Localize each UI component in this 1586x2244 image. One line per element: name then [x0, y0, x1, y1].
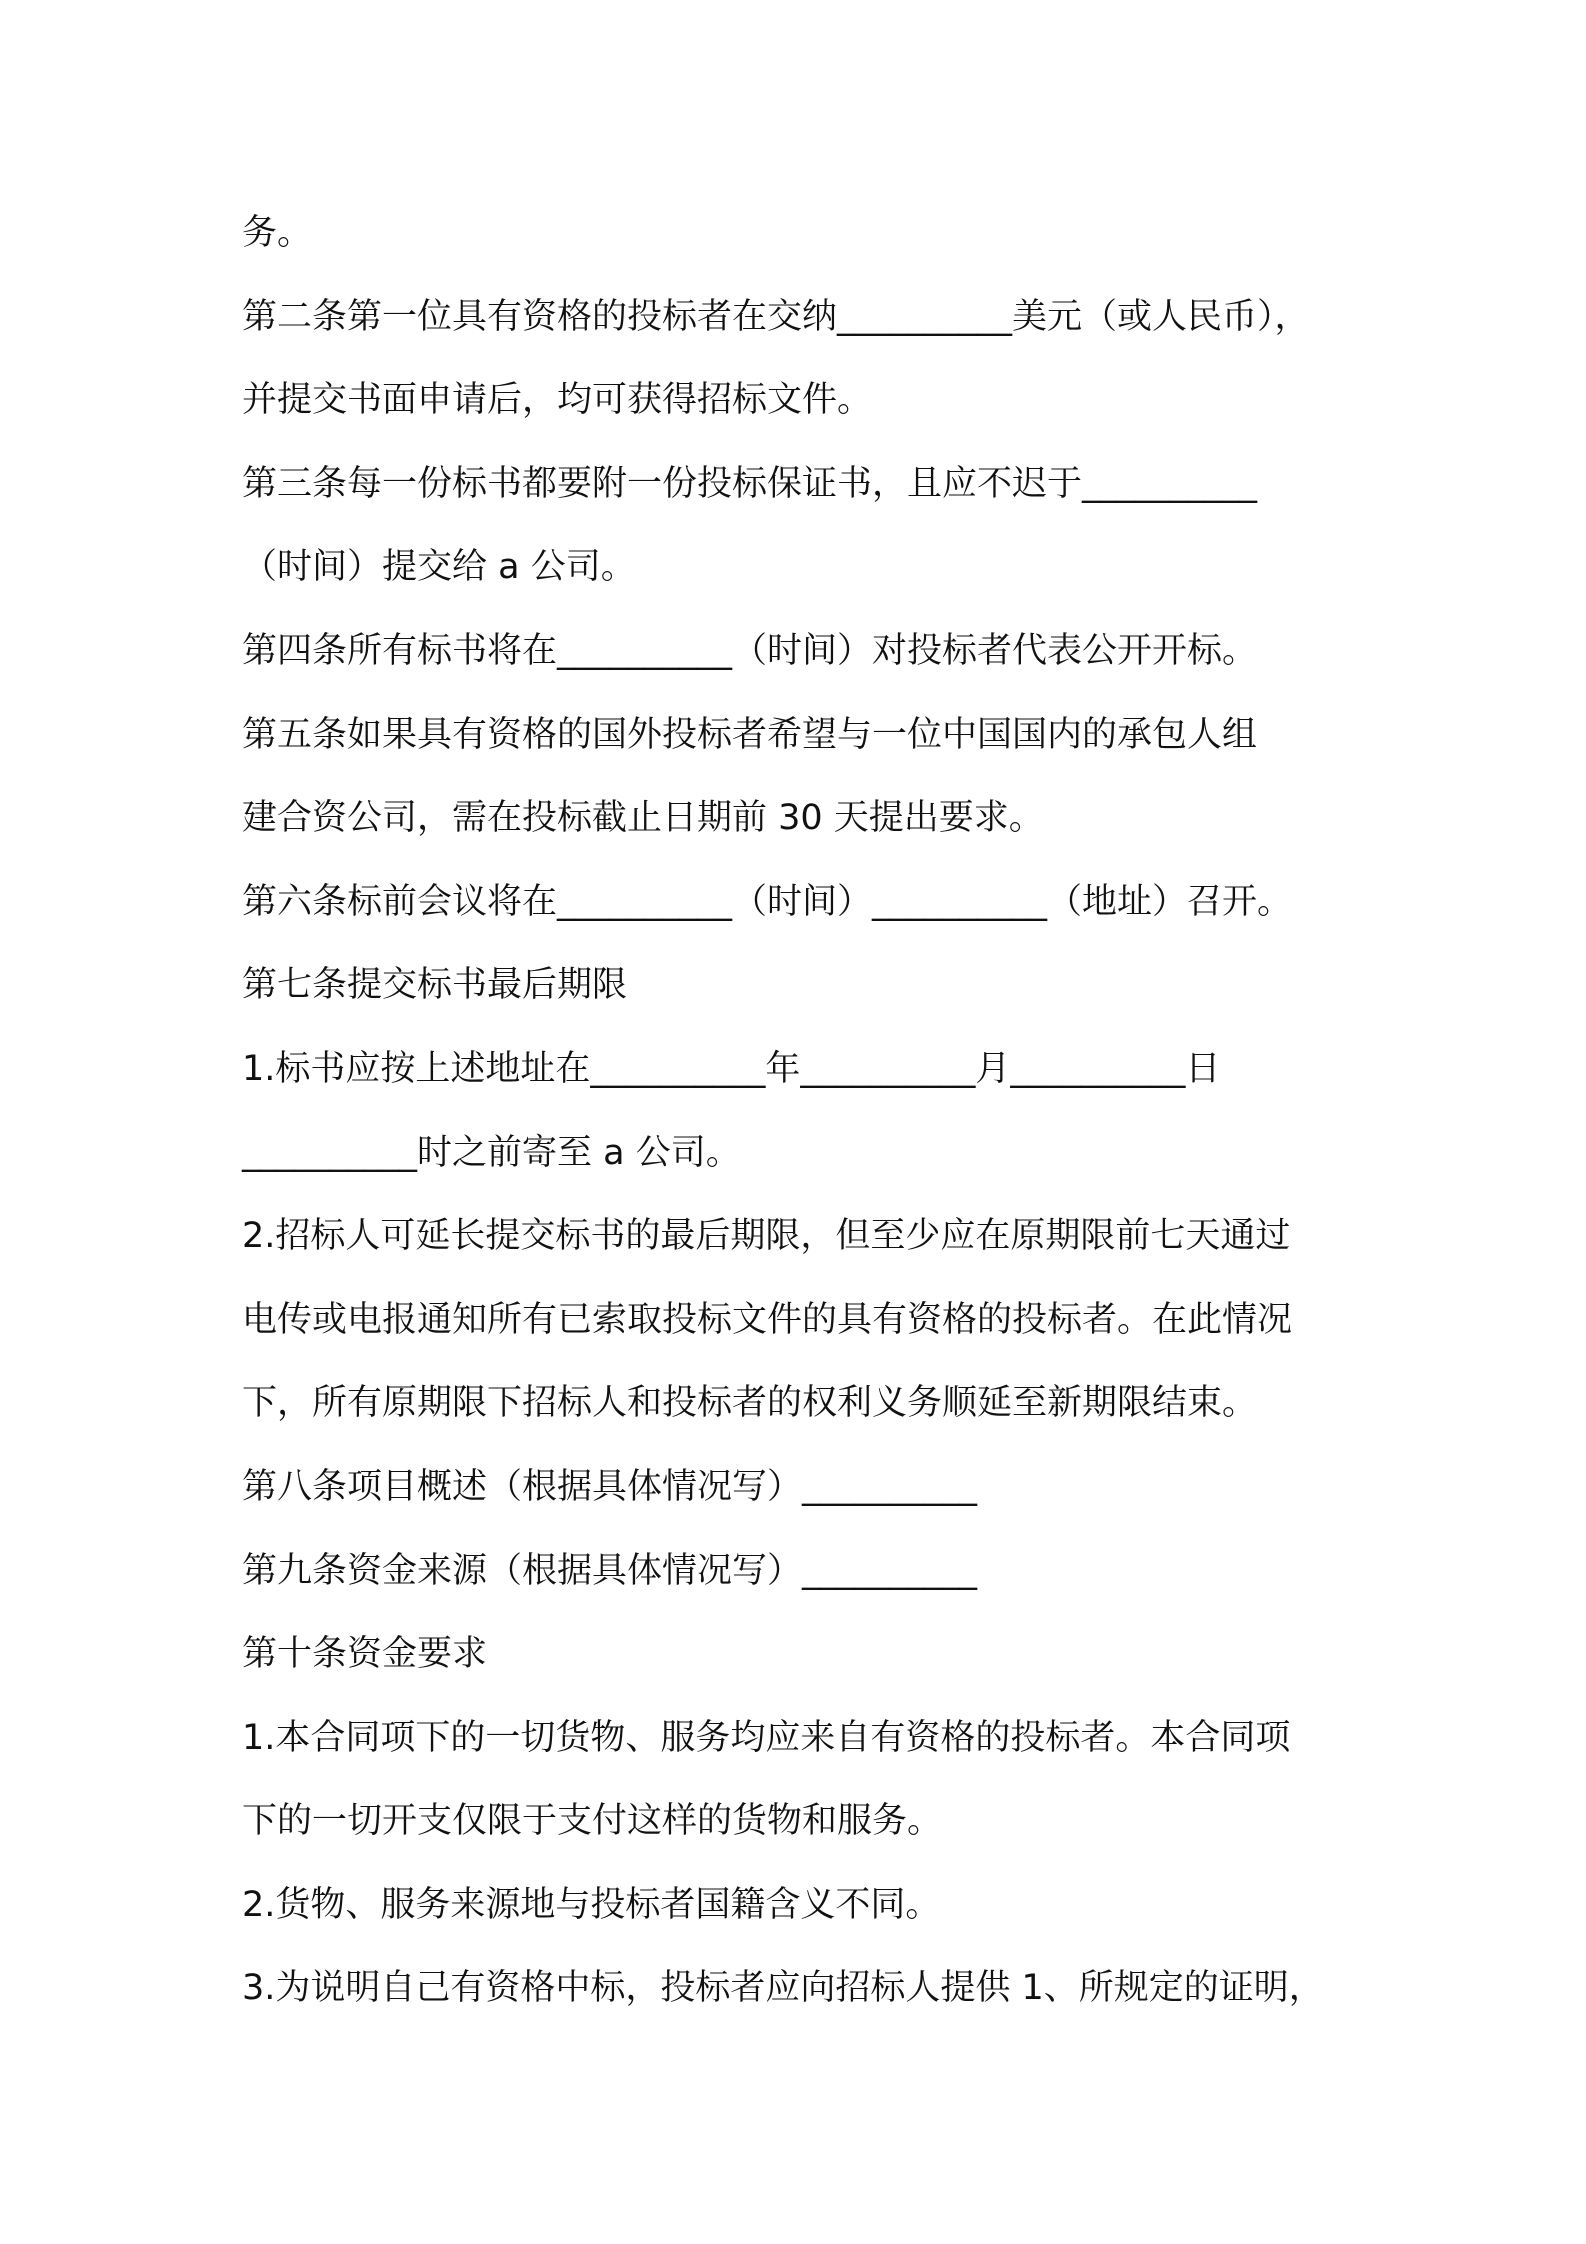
text-line: __________时之前寄至 a 公司。	[242, 1132, 741, 1173]
text-line: 第四条所有标书将在__________（时间）对投标者代表公开开标。	[242, 630, 1258, 671]
text-line: 2.货物、服务来源地与投标者国籍含义不同。	[242, 1884, 941, 1925]
text-line: 第五条如果具有资格的国外投标者希望与一位中国国内的承包人组	[242, 714, 1258, 755]
text-line: 第六条标前会议将在__________（时间）__________（地址）召开。	[242, 881, 1293, 922]
text-line: 第二条第一位具有资格的投标者在交纳__________美元（或人民币），	[242, 296, 1310, 337]
text-line: 第七条提交标书最后期限	[242, 965, 628, 1006]
text-line: 务。	[242, 213, 313, 253]
text-line: 2.招标人可延长提交标书的最后期限，但至少应在原期限前七天通过	[242, 1216, 1291, 1257]
text-line: 下的一切开支仅限于支付这样的货物和服务。	[242, 1801, 943, 1842]
text-line: 建合资公司，需在投标截止日期前 30 天提出要求。	[242, 798, 1044, 839]
text-line: 1.本合同项下的一切货物、服务均应来自有资格的投标者。本合同项	[242, 1717, 1291, 1758]
text-line: 1.标书应按上述地址在__________年__________月__________日	[242, 1048, 1221, 1089]
text-line: 第八条项目概述（根据具体情况写）__________	[242, 1466, 978, 1507]
text-line: 第九条资金来源（根据具体情况写）__________	[242, 1550, 978, 1591]
text-line: 下，所有原期限下招标人和投标者的权利义务顺延至新期限结束。	[242, 1383, 1258, 1424]
text-line: （时间）提交给 a 公司。	[242, 547, 636, 588]
text-line: 第十条资金要求	[242, 1634, 488, 1675]
text-line: 第三条每一份标书都要附一份投标保证书，且应不迟于__________	[242, 463, 1258, 504]
text-line: 电传或电报通知所有已索取投标文件的具有资格的投标者。在此情况	[242, 1299, 1293, 1340]
text-line: 并提交书面申请后，均可获得招标文件。	[242, 380, 873, 421]
document-body	[242, 192, 1362, 2031]
text-line: 3.为说明自己有资格中标，投标者应向招标人提供 1、所规定的证明，	[242, 1968, 1324, 2009]
